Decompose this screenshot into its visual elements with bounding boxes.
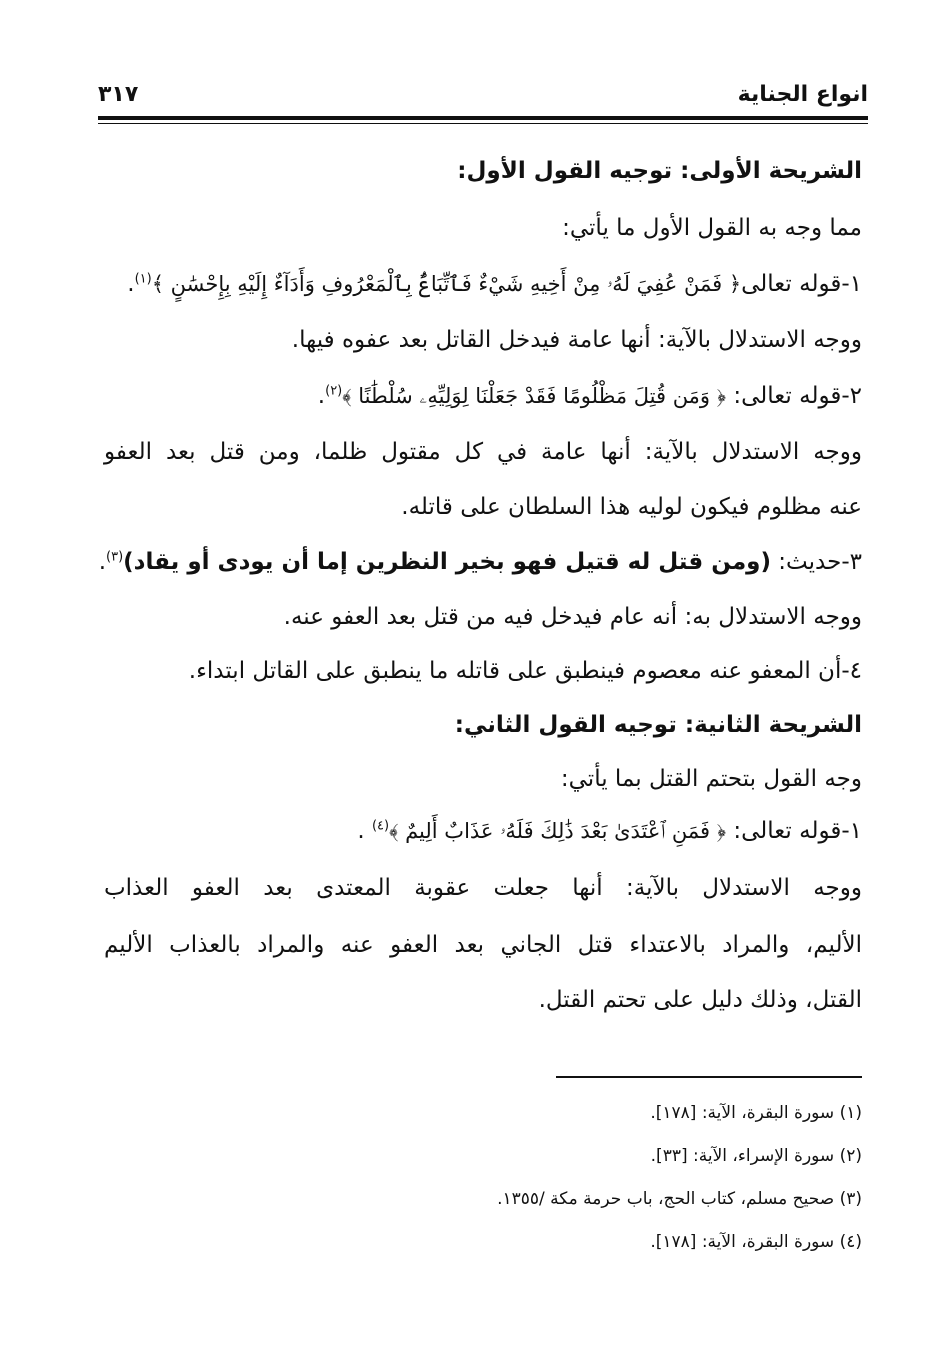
body-line-verse-1 (127, 267, 862, 301)
page-number: ٣١٧ (98, 82, 139, 107)
footnote-ref: (٤) (371, 818, 390, 834)
line-end: . (127, 271, 135, 297)
body-line: ووجه الاستدلال بالآية: أنها جعلت عقوبة المعتدى بعد العفو العذاب (104, 875, 862, 901)
body-line-hadith (99, 545, 862, 579)
body-line: وجه القول بتحتم القتل بما يأتي: (560, 766, 862, 792)
header-rule-thick (98, 116, 868, 120)
body-line: القتل، وذلك دليل على تحتم القتل. (538, 987, 862, 1013)
quran-verse: ﴿ وَمَن قُتِلَ مَظْلُومًا فَقَدْ جَعَلْنَا لِوَلِيِّهِۦ سُلْطَٰنًا ﴾ (342, 384, 727, 408)
body-line: الأليم، والمراد بالاعتداء قتل الجاني بعد العفو عنه والمراد بالعذاب الأليم (104, 932, 862, 958)
verse-intro: ٢-قوله تعالى: (726, 383, 862, 409)
line-end: . (357, 818, 372, 844)
body-line: مما وجه به القول الأول ما يأتي: (562, 215, 862, 241)
quran-verse: ﴿ فَمَنِ ٱعْتَدَىٰ بَعْدَ ذَٰلِكَ فَلَهُۥ عَذَابٌ أَلِيمٌ ﴾ (389, 819, 727, 843)
line-end: . (98, 549, 107, 575)
header-rule-thin (98, 123, 868, 124)
footnote-ref: (١) (134, 271, 152, 287)
body-line-verse-3 (357, 814, 862, 848)
body-line: عنه مظلوم فيكون لوليه هذا السلطان على قاتله. (401, 494, 862, 520)
body-line: ووجه الاستدلال بالآية: أنها عامة في كل مقتول ظلما، ومن قتل بعد العفو (104, 439, 862, 465)
footnote: (٣) صحيح مسلم، كتاب الحج، باب حرمة مكة /١٣٥٥. (497, 1189, 862, 1209)
hadith-text: (ومن قتل له قتيل فهو بخير النظرين إما أن يودى أو يقاد) (123, 549, 771, 575)
footnote-ref: (٢) (325, 383, 343, 399)
hadith-intro: ٣-حديث: (771, 549, 862, 575)
quran-verse: ﴿ فَمَنْ عُفِيَ لَهُۥ مِنْ أَخِيهِ شَيْءٌ فَٱتِّبَاعٌۢ بِٱلْمَعْرُوفِ وَأَدَآءٌ إِلَيْهِ بِإِحْسَٰنٍ ﴾ (151, 272, 742, 296)
footnote: (٤) سورة البقرة، الآية: [١٧٨]. (650, 1232, 862, 1252)
line-end: . (317, 383, 326, 409)
section-heading-first: الشريحة الأولى: توجيه القول الأول: (457, 158, 862, 184)
body-line-verse-2 (318, 379, 862, 413)
verse-intro: ١-قوله تعالى (741, 271, 862, 297)
footnote: (١) سورة البقرة، الآية: [١٧٨]. (650, 1103, 862, 1123)
verse-intro: ١-قوله تعالى: (726, 818, 862, 844)
body-line: ووجه الاستدلال بالآية: أنها عامة فيدخل القاتل بعد عفوه فيها. (291, 327, 862, 353)
chapter-title: انواع الجناية (737, 82, 868, 107)
section-heading-second: الشريحة الثانية: توجيه القول الثاني: (454, 712, 862, 738)
body-line: ٤-أن المعفو عنه معصوم فينطبق على قاتله ما ينطبق على القاتل ابتداء. (188, 658, 862, 684)
body-line: ووجه الاستدلال به: أنه عام فيدخل فيه من قتل بعد العفو عنه. (283, 604, 862, 630)
footnote-separator (556, 1076, 862, 1078)
running-header (98, 82, 868, 116)
footnote: (٢) سورة الإسراء، الآية: [٣٣]. (650, 1146, 862, 1166)
footnote-ref: (٣) (106, 549, 124, 565)
